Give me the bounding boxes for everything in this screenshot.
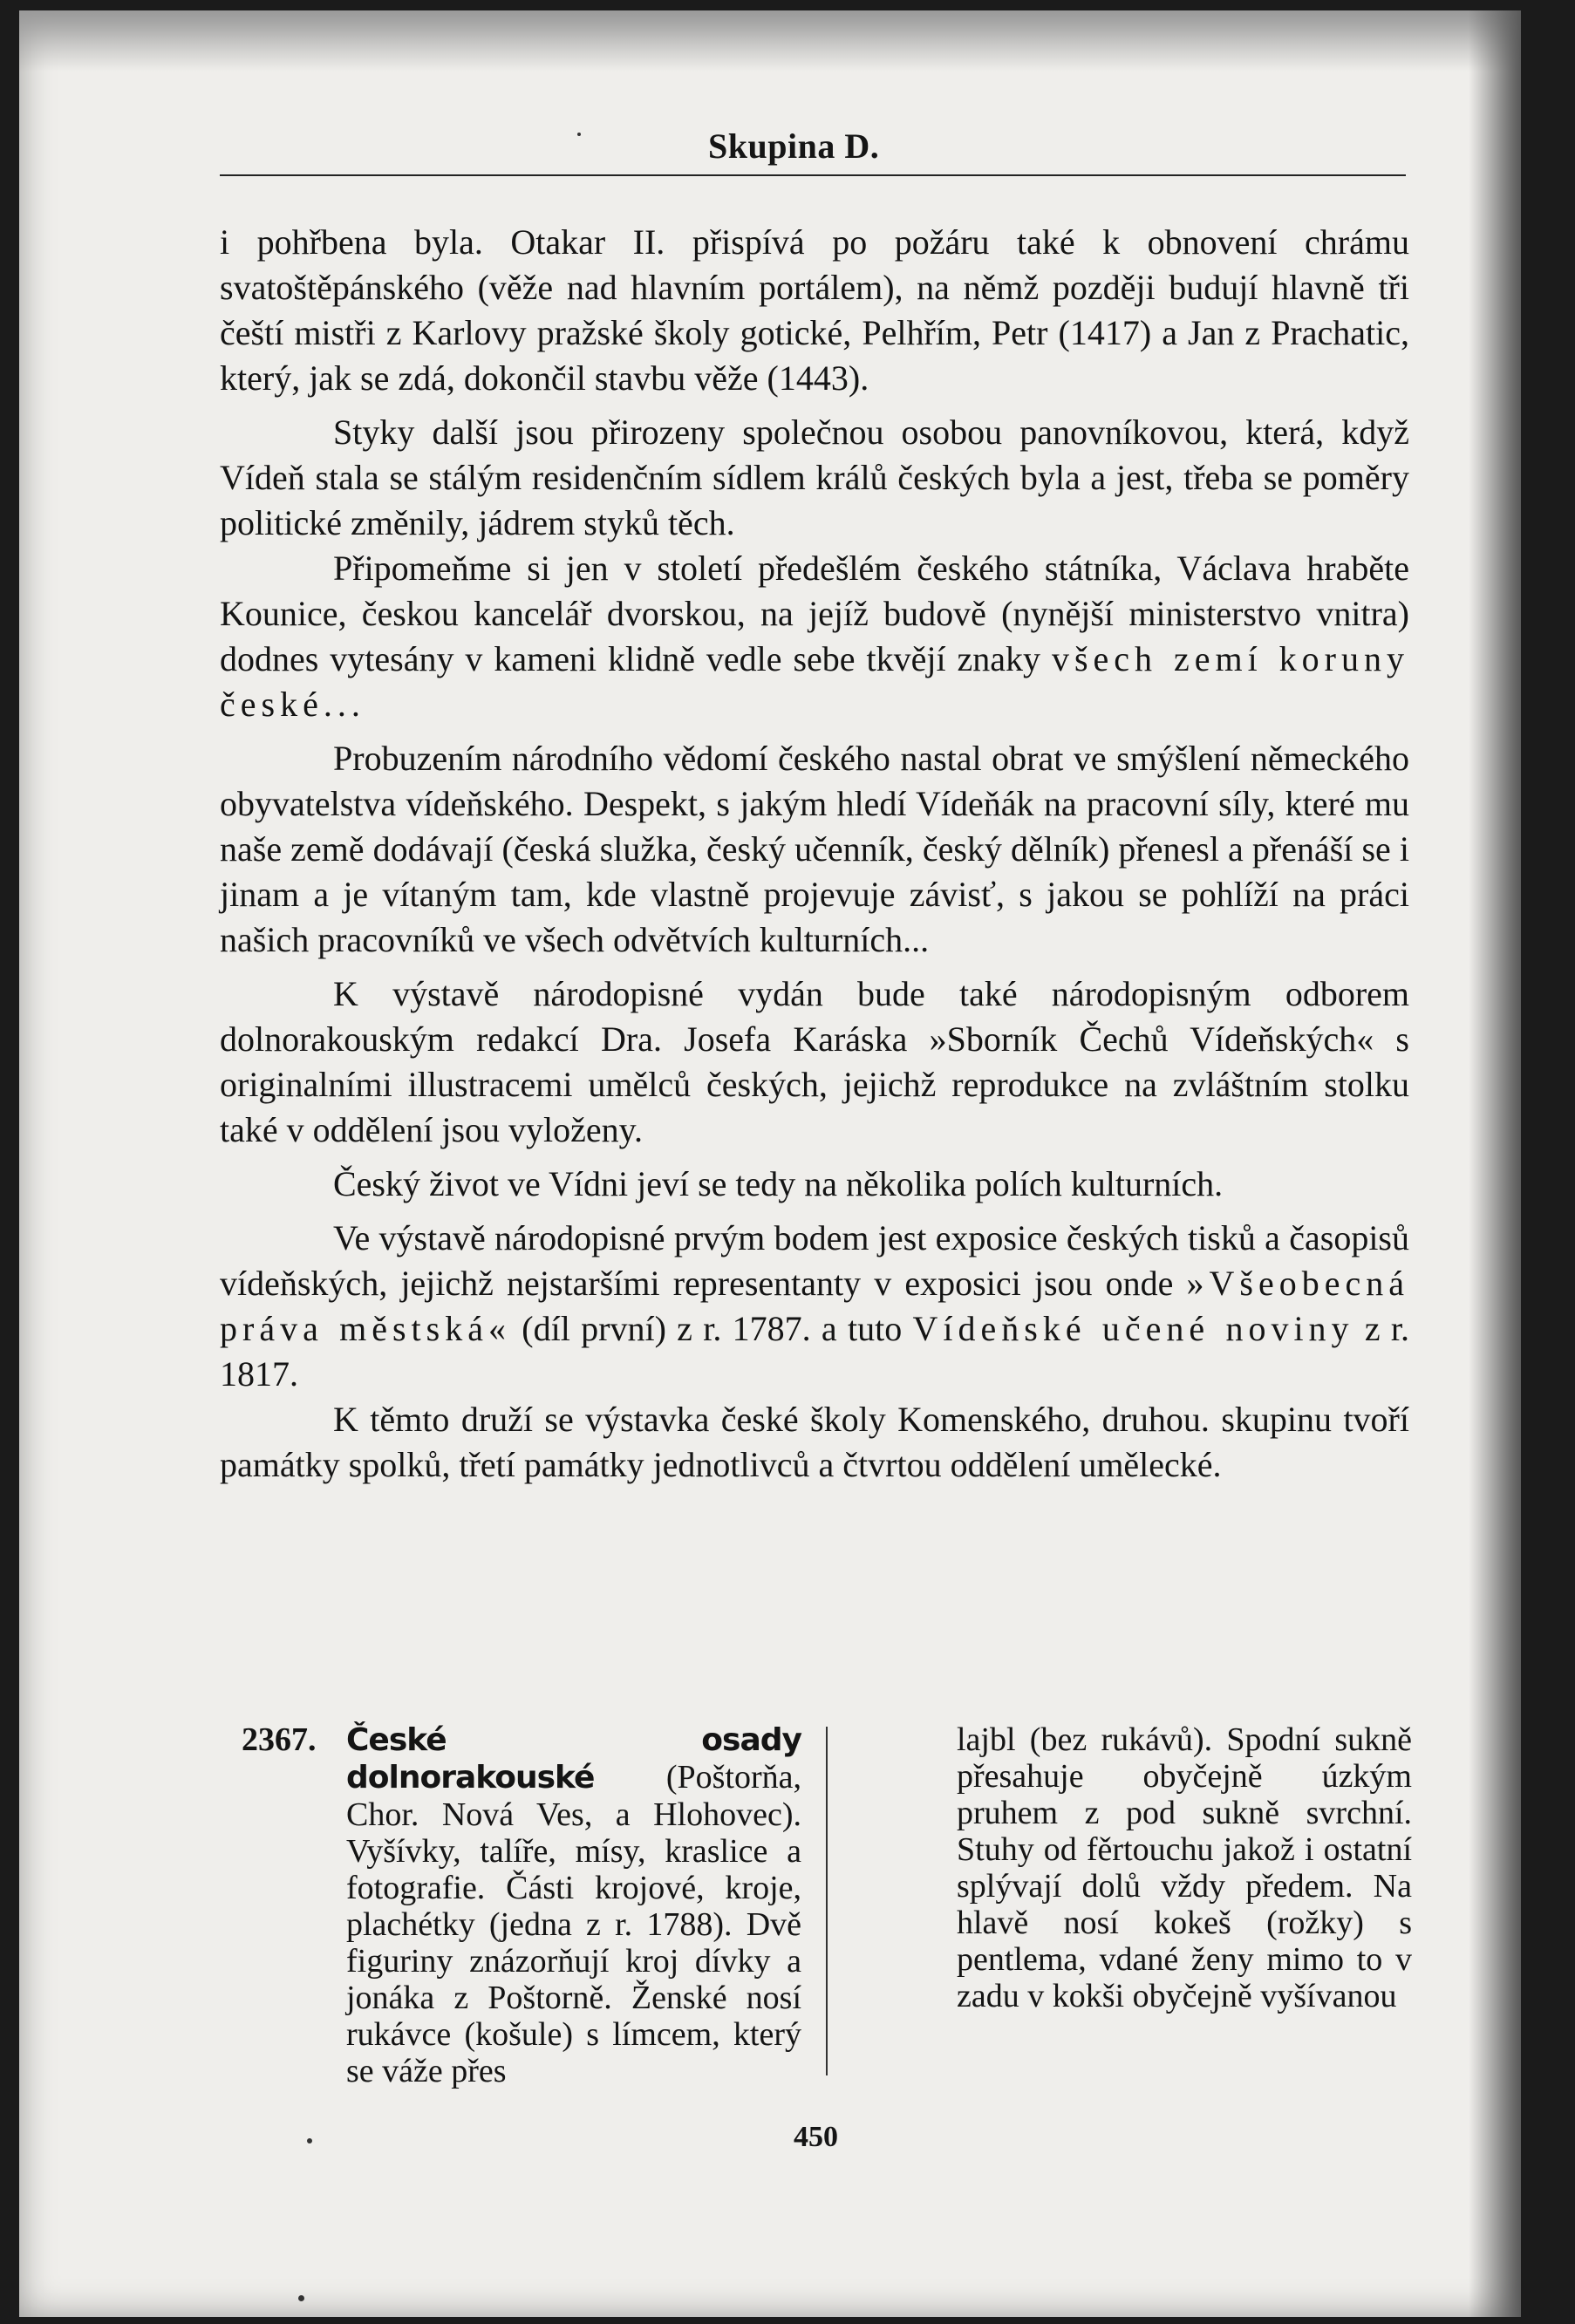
paragraph: i pohřbena byla. Otakar II. přispívá po požáru také k obnovení chrámu svatoštěpánského (věže nad hlavním portálem), na němž později budují hlavně tři čeští mistři z Karlovy pražské školy gotické, Pelhřím, Petr (1417) a Jan z Prachatic, který, jak se zdá, dokončil stavbu věže (1443).: [220, 222, 1409, 398]
entry-column-left: [346, 1721, 801, 2089]
paragraph: Český život ve Vídni jeví se tedy na několika polích kulturních.: [333, 1164, 1224, 1203]
header-rule: [220, 174, 1406, 176]
inline-text: (díl první) z r. 1787. a tuto: [522, 1309, 903, 1348]
spaced-phrase: »Všeobecná práva městská«: [220, 1264, 1410, 1348]
body-text: [220, 220, 1409, 1488]
page-number: 450: [794, 2121, 838, 2153]
paragraph: [220, 546, 1409, 727]
scanned-page: [19, 10, 1521, 2317]
entry-column-right: [957, 1721, 1412, 2014]
ink-speck: [307, 2138, 312, 2143]
catalog-entry: [220, 1721, 1412, 2105]
running-head: Skupina D.: [708, 126, 880, 166]
ink-speck: [577, 133, 581, 136]
paragraph: Probuzením národního vědomí českého nastal obrat ve smýšlení německého obyvatelstva vídeňského. Despekt, s jakým hledí Vídeňák na pracovní síly, které mu naše země dodávají (česká služka, český učenník, český dělník) přenesl a přenáší se i jinam a je vítaným tam, kde vlastně projevuje závisť, s jakou se pohlíží na práci našich pracovníků ve všech odvětvích kulturních...: [220, 739, 1409, 959]
entry-text-left: (Poštorňa, Chor. Nová Ves, a Hlohovec). Vyšívky, talíře, mísy, kraslice a fotografie. Části krojové, kroje, plachétky (jedna z r. 1788). Dvě figuriny znázorňují kroj dívky a jonáka z Poštorně. Ženské nosí rukávce (košule) s límcem, který se váže přes: [346, 1759, 801, 2089]
column-rule: [826, 1727, 828, 2075]
paragraph-text: Ve výstavě národopisné prvým bodem jest exposice českých tisků a časopisů vídeňských, jejichž nejstaršími representanty v exposici jsou onde: [220, 1218, 1409, 1303]
ink-speck: [298, 2295, 304, 2301]
entry-text-right: lajbl (bez rukávů). Spodní sukně přesahuje obyčejně úzkým pruhem z pod sukně svrchní. Stuhy od fěrtouchu jakož i ostatní splývají dolů vždy předem. Na hlavě nosí kokeš (rožky) s pentlema, vdané ženy mimo to v zadu v kokši obyčejně vyšívanou: [957, 1721, 1412, 2014]
paragraph-text: Připomeňme si jen v století předešlém českého státníka, Václava hraběte Kounice, českou kancelář dvorskou, na jejíž budově (nynější ministerstvo vnitra) dodnes vytesány v kameni klidně vedle sebe tkvějí znaky: [220, 549, 1409, 678]
spaced-phrase: Vídeňské učené noviny: [912, 1309, 1354, 1348]
spaced-phrase: všech zemí koruny české...: [220, 639, 1409, 724]
entry-title: České osady dolnorakouské: [346, 1722, 801, 1796]
entry-number: 2367.: [242, 1721, 317, 1758]
paragraph: K výstavě národopisné vydán bude také národopisným odborem dolnorakouským redakcí Dra. Josefa Karáska »Sborník Čechů Vídeňských« s originalními illustracemi umělců českých, jejichž reprodukce na zvláštním stolku také v oddělení jsou vyloženy.: [220, 974, 1409, 1149]
scan-shadow-top: [19, 10, 1521, 72]
scan-shadow-right: [1469, 10, 1521, 2317]
inline-text: z r. 1817.: [220, 1309, 1410, 1394]
paragraph: K těmto druží se výstavka české školy Komenského, druhou. skupinu tvoří památky spolků, třetí památky jednotlivců a čtvrtou oddělení umělecké.: [220, 1400, 1409, 1484]
paragraph: Styky další jsou přirozeny společnou osobou panovníkovou, která, když Vídeň stala se stálým residenčním sídlem králů českých byla a jest, třeba se poměry politické změnily, jádrem styků těch.: [220, 412, 1409, 542]
paragraph: [220, 1216, 1409, 1397]
